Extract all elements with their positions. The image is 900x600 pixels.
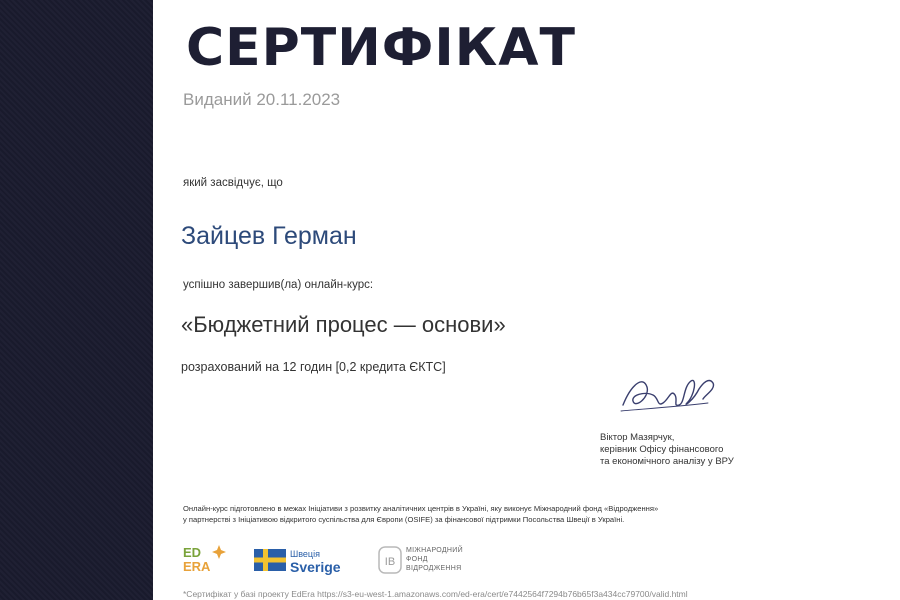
signatory-block xyxy=(600,432,734,468)
verification-link[interactable]: *Сертифікат у базі проекту EdEra https://s3-eu-west-1.amazonaws.com/ed-era/cert/e7442564f7294b76b65f3a434cc79700/valid.html xyxy=(183,589,688,599)
fund-logo-text xyxy=(406,546,463,573)
certificate-title: СЕРТИФІКАТ xyxy=(186,18,576,78)
program-footnote xyxy=(183,503,658,525)
sweden-logo-big-text: Sverige xyxy=(290,559,341,575)
fund-logo-line1: МІЖНАРОДНИЙ xyxy=(406,547,463,554)
fund-logo-line3: ВІДРОДЖЕННЯ xyxy=(406,565,462,572)
completed-label: успішно завершив(ла) онлайн-курс: xyxy=(183,279,374,291)
sweden-flag-icon xyxy=(254,549,286,571)
edera-logo-text-bottom: ERA xyxy=(183,559,211,574)
recipient-name: Зайцев Герман xyxy=(181,222,357,250)
edera-logo xyxy=(183,544,231,576)
edera-leaf-icon xyxy=(211,544,227,560)
signatory-role-line2: та економічного аналізу у ВРУ xyxy=(600,456,734,467)
edera-logo-text-top: ED xyxy=(183,545,202,560)
course-hours: розрахований на 12 годин [0,2 кредита ЄКТС] xyxy=(181,360,446,374)
certifies-label: який засвідчує, що xyxy=(183,177,283,189)
certificate-sheet xyxy=(153,0,900,600)
signature-image xyxy=(613,365,733,425)
sweden-logo xyxy=(254,547,364,577)
signatory-role-line1: керівник Офісу фінансового xyxy=(600,444,724,455)
footnote-line1: Онлайн-курс підготовлено в межах Ініціативи з розвитку аналітичних центрів в Україні, яку виконує Міжнародний фонд «Відродження» xyxy=(183,504,659,513)
signatory-name: Віктор Мазярчук, xyxy=(600,432,675,443)
fund-mark-text: ІВ xyxy=(384,556,396,568)
issue-date: Виданий 20.11.2023 xyxy=(183,90,341,109)
sweden-logo-small-text: Швеція xyxy=(290,549,320,559)
dark-side-band xyxy=(0,0,153,600)
renaissance-fund-mark-icon xyxy=(378,546,402,574)
renaissance-fund-logo xyxy=(378,544,488,578)
fund-logo-line2: ФОНД xyxy=(406,556,428,563)
course-name: «Бюджетний процес — основи» xyxy=(181,312,506,337)
footnote-line2: у партнерстві з Ініціативою відкритого суспільства для Європи (OSIFE) за фінансової підтримки Посольства Швеції в Україні. xyxy=(183,515,625,524)
